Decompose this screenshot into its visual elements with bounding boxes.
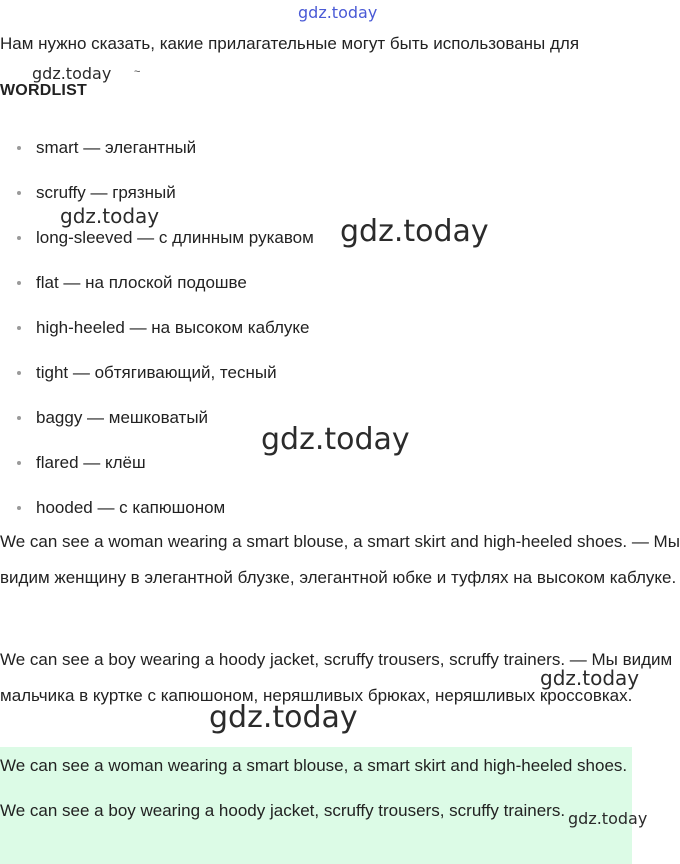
- bullet-icon: [17, 236, 21, 240]
- watermark-top: gdz.today: [298, 3, 378, 22]
- list-item-text: flat — на плоской подошве: [36, 273, 247, 292]
- list-item-text: baggy — мешковатый: [36, 408, 209, 427]
- wordlist: [0, 125, 520, 530]
- answer-woman: We can see a woman wearing a smart blouse, a smart skirt and high-heeled shoes.: [0, 756, 628, 775]
- wordlist-heading: WORDLIST: [0, 82, 87, 99]
- list-item-text: high-heeled — на высоком каблуке: [36, 318, 310, 337]
- bullet-icon: [17, 461, 21, 465]
- paragraph-boy: We can see a boy wearing a hoody jacket, scruffy trousers, scruffy trainers. — Мы видим мальчика в куртке с капюшоном, неряшливых брюках, неряшливых кроссовках.: [0, 650, 673, 705]
- watermark-bottom-right: gdz.today: [568, 809, 648, 828]
- list-item: [0, 395, 520, 440]
- tilde-mark: ~: [134, 66, 141, 78]
- list-item: [0, 305, 520, 350]
- list-item: [0, 440, 520, 485]
- list-item-text: scruffy — грязный: [36, 183, 176, 202]
- list-item-text: hooded — с капюшоном: [36, 498, 226, 517]
- intro-text: Нам нужно сказать, какие прилагательные могут быть использованы для: [0, 34, 580, 53]
- list-item: [0, 125, 520, 170]
- bullet-icon: [17, 146, 21, 150]
- bullet-icon: [17, 371, 21, 375]
- watermark-paragraph: gdz.today: [540, 666, 640, 690]
- list-item: [0, 350, 520, 395]
- list-item-text: long-sleeved — с длинным рукавом: [36, 228, 314, 247]
- watermark-intro: gdz.today: [32, 64, 112, 83]
- paragraph-woman: We can see a woman wearing a smart blouse, a smart skirt and high-heeled shoes. — Мы видим женщину в элегантной блузке, элегантной юбке и туфлях на высоком каблуке.: [0, 532, 680, 587]
- list-item: [0, 260, 520, 305]
- watermark-list-large: gdz.today: [340, 214, 489, 249]
- list-item-text: flared — клёш: [36, 453, 146, 472]
- answer-boy: We can see a boy wearing a hoody jacket, scruffy trousers, scruffy trainers.: [0, 801, 566, 820]
- bullet-icon: [17, 191, 21, 195]
- bullet-icon: [17, 281, 21, 285]
- bullet-icon: [17, 326, 21, 330]
- watermark-center: gdz.today: [261, 422, 410, 457]
- bullet-icon: [17, 416, 21, 420]
- list-item-text: smart — элегантный: [36, 138, 197, 157]
- list-item-text: tight — обтягивающий, тесный: [36, 363, 277, 382]
- answer-block: [0, 747, 632, 864]
- watermark-bottom-center: gdz.today: [209, 700, 358, 735]
- watermark-list-small: gdz.today: [60, 204, 160, 228]
- bullet-icon: [17, 506, 21, 510]
